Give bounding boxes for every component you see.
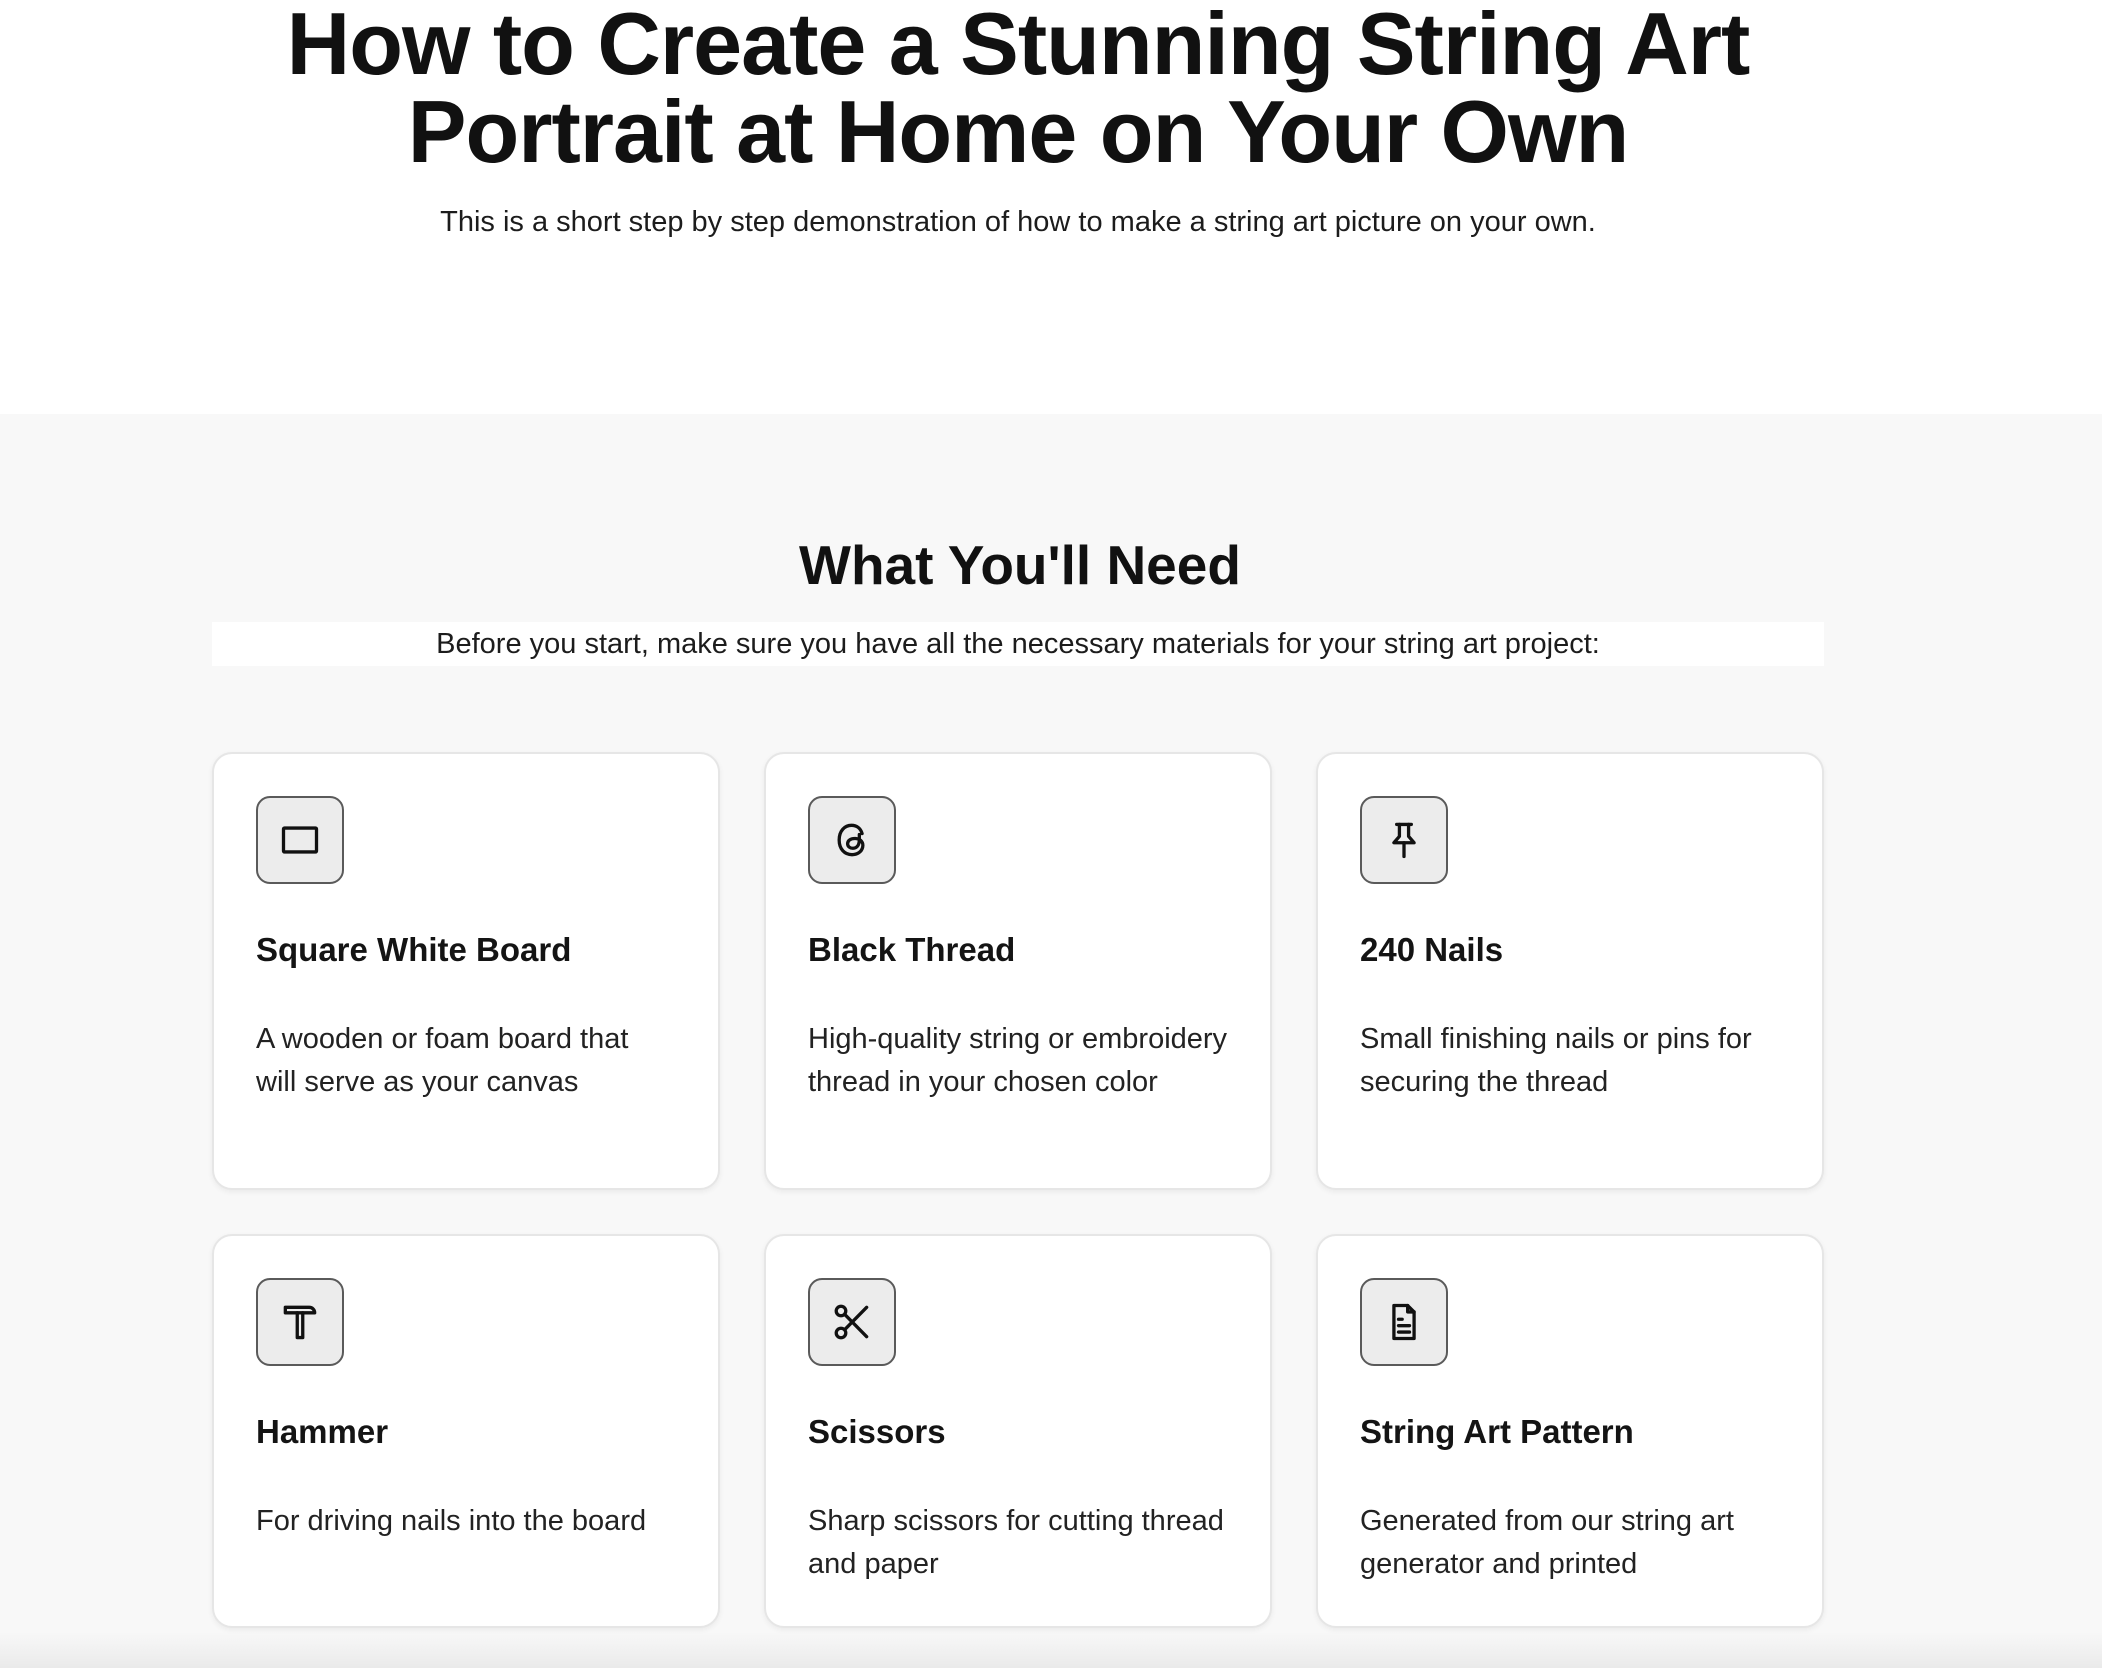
material-description: Generated from our string art generator and printed: [1360, 1505, 1734, 1580]
material-card-pattern: [1316, 1234, 1824, 1628]
page-title-line-1: How to Create a Stunning String Art: [286, 0, 1750, 93]
material-description: A wooden or foam board that will serve as your canvas: [256, 1023, 629, 1098]
material-title: Square White Board: [256, 931, 572, 968]
material-title: Hammer: [256, 1413, 389, 1450]
material-title: 240 Nails: [1360, 931, 1504, 968]
page-title: [212, 0, 1824, 181]
material-card-nails: [1316, 752, 1824, 1190]
rectangle-icon: [256, 796, 344, 884]
hammer-icon: [256, 1278, 344, 1366]
materials-grid: [212, 752, 1824, 1628]
page-subtitle: This is a short step by step demonstration of how to make a string art picture on your own.: [440, 206, 1596, 238]
materials-heading: What You'll Need: [799, 534, 1241, 596]
bottom-fade: [0, 1632, 2102, 1668]
material-title: Black Thread: [808, 931, 1016, 968]
thread-icon: [808, 796, 896, 884]
hero-section: [0, 0, 2102, 414]
page-title-line-2: Portrait at Home on Your Own: [407, 82, 1629, 181]
material-card-thread: [764, 752, 1272, 1190]
material-card-hammer: [212, 1234, 720, 1628]
materials-section: [0, 414, 2102, 1668]
material-description: For driving nails into the board: [256, 1505, 647, 1537]
material-title: String Art Pattern: [1360, 1413, 1634, 1450]
pin-icon: [1360, 796, 1448, 884]
material-card-board: [212, 752, 720, 1190]
materials-intro: Before you start, make sure you have all the necessary materials for your string art project:: [212, 622, 1824, 666]
material-description: Sharp scissors for cutting thread and paper: [808, 1505, 1224, 1580]
document-icon: [1360, 1278, 1448, 1366]
material-description: Small finishing nails or pins for securing the thread: [1360, 1023, 1752, 1098]
material-description: High-quality string or embroidery thread in your chosen color: [808, 1023, 1228, 1098]
material-title: Scissors: [808, 1413, 946, 1450]
material-card-scissors: [764, 1234, 1272, 1628]
scissors-icon: [808, 1278, 896, 1366]
